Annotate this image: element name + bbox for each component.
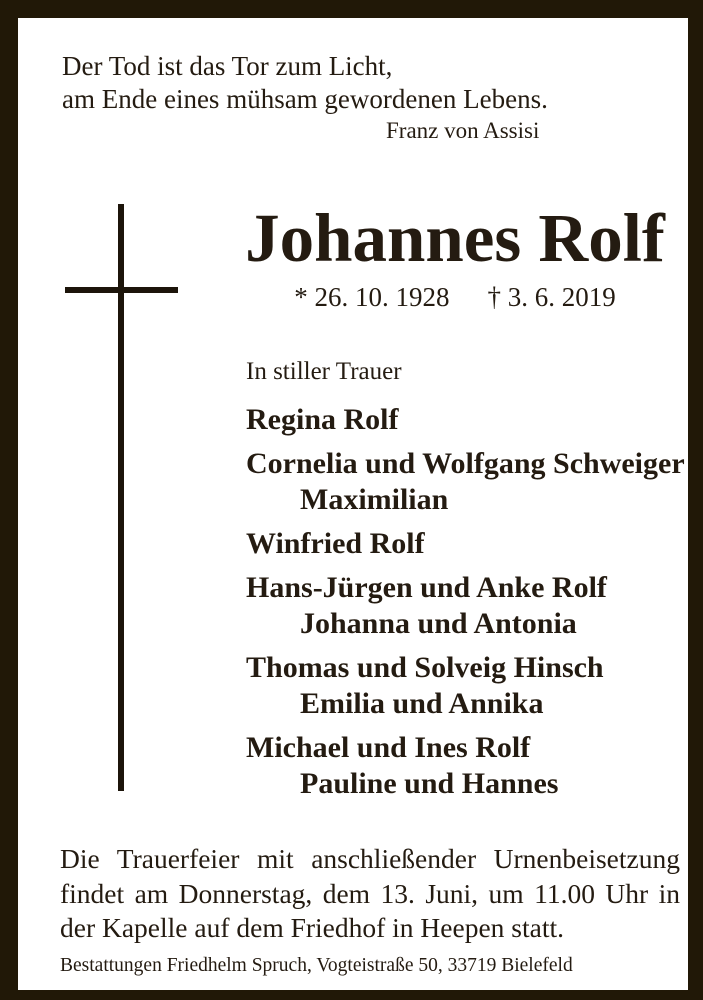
mourner-name: Hans-Jürgen und Anke Rolf — [246, 571, 607, 604]
mourner-children: Pauline und Hannes — [300, 767, 559, 800]
funeral-notice: Die Trauerfeier mit anschließender Urnenbeisetzung findet am Donnerstag, dem 13. Juni, um 11.00 Uhr in der Kapelle auf dem Friedhof in Heepen statt. — [60, 843, 680, 943]
mourners-list — [246, 402, 685, 810]
mourner-group — [246, 570, 685, 642]
name-block — [204, 200, 703, 276]
deceased-name: Johannes Rolf — [245, 200, 665, 276]
obituary-sheet — [18, 18, 688, 990]
mourner-group — [246, 526, 685, 562]
quote-line-1: Der Tod ist das Tor zum Licht, — [62, 51, 393, 81]
birth-date: * 26. 10. 1928 — [294, 282, 450, 312]
mourner-children: Maximilian — [300, 483, 449, 516]
funeral-home-line: Bestattungen Friedhelm Spruch, Vogteistraße 50, 33719 Bielefeld — [60, 955, 573, 976]
cross-horizontal-bar — [65, 287, 178, 293]
quote-attribution: Franz von Assisi — [386, 118, 540, 143]
mourner-name: Cornelia und Wolfgang Schweiger — [246, 447, 685, 480]
life-dates — [204, 282, 703, 313]
mourning-intro: In stiller Trauer — [246, 358, 402, 385]
mourner-group — [246, 730, 685, 802]
mourner-group — [246, 650, 685, 722]
quote-block — [62, 50, 548, 116]
quote-line-2: am Ende eines mühsam gewordenen Lebens. — [62, 84, 548, 114]
death-date: † 3. 6. 2019 — [487, 282, 616, 312]
mourner-group — [246, 402, 685, 438]
mourner-name: Regina Rolf — [246, 403, 399, 436]
mourner-name: Michael und Ines Rolf — [246, 731, 531, 764]
mourner-name: Winfried Rolf — [246, 527, 425, 560]
mourner-group — [246, 446, 685, 518]
mourner-children: Emilia und Annika — [300, 687, 544, 720]
mourner-children: Johanna und Antonia — [300, 607, 577, 640]
mourner-name: Thomas und Solveig Hinsch — [246, 651, 604, 684]
